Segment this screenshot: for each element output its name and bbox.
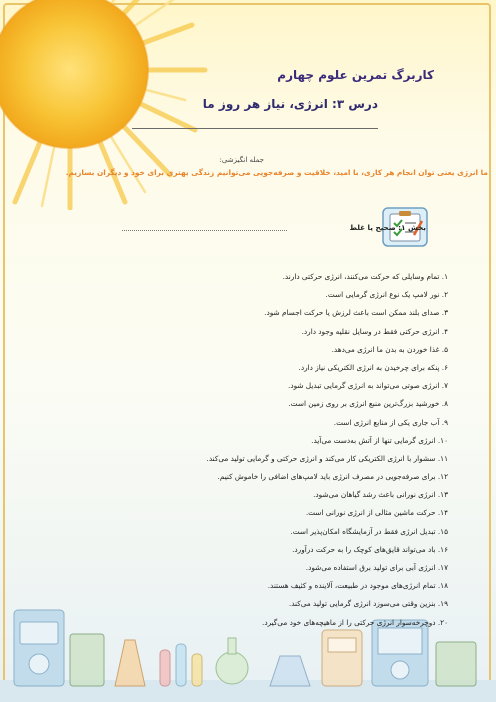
- statement-item: ۱۶. باد می‌تواند قایق‌های کوچک را به حرکت درآورد.: [292, 544, 448, 554]
- title-divider: [132, 128, 378, 129]
- statement-item: ۸. خورشید بزرگ‌ترین منبع انرژی بر روی زمین است.: [288, 399, 448, 409]
- statement-item: ۴. انرژی حرکتی فقط در وسایل نقلیه وجود دارد.: [301, 326, 448, 336]
- motivational-quote: ما انرژی یعنی توان انجام هر کاری، با امید، خلاقیت و صرفه‌جویی می‌توانیم زندگی بهتری برای خود و دیگران بسازیم.: [65, 168, 488, 177]
- statement-item: ۱۲. برای صرفه‌جویی در مصرف انرژی باید لامپ‌های اضافی را خاموش کنیم.: [217, 472, 448, 482]
- statement-item: ۱۰. انرژی گرمایی تنها از آتش به‌دست می‌آید.: [311, 435, 448, 445]
- quote-label: جمله انگیزشی:: [219, 156, 264, 164]
- statement-item: ۱. تمام وسایلی که حرکت می‌کنند، انرژی حرکتی دارند.: [282, 272, 448, 281]
- true-false-statement-list: [28, 268, 448, 632]
- statement-item: ۱۹. بنزین وقتی می‌سوزد انرژی گرمایی تولید می‌کند.: [288, 599, 448, 609]
- statement-item: ۱۱. سشوار با انرژی الکتریکی کار می‌کند و انرژی حرکتی و گرمایی تولید می‌کند.: [206, 453, 448, 463]
- statement-item: ۱۳. انرژی نورانی باعث رشد گیاهان می‌شود.: [313, 490, 448, 500]
- statement-item: ۳. صدای بلند ممکن است باعث لرزش یا حرکت اجسام شود.: [264, 308, 448, 318]
- section-title: بخش ۱: صحیح یا غلط: [349, 223, 426, 232]
- statement-item: ۵. غذا خوردن به بدن ما انرژی می‌دهد.: [331, 344, 448, 354]
- lesson-title: درس ۳: انرژی، نیاز هر روز ما: [202, 97, 378, 111]
- worksheet-title: کاربرگ تمرین علوم چهارم: [277, 68, 434, 82]
- section-underline: [122, 230, 287, 231]
- statement-item: ۱۷. انرژی آبی برای تولید برق استفاده می‌شود.: [305, 563, 448, 572]
- statement-item: ۱۸. تمام انرژی‌های موجود در طبیعت، آلاینده و کثیف هستند.: [267, 581, 448, 591]
- statement-item: ۲. نور لامپ یک نوع انرژی گرمایی است.: [325, 290, 448, 300]
- statement-item: ۹. آب جاری یکی از منابع انرژی است.: [333, 417, 448, 427]
- statement-item: ۷. انرژی صوتی می‌تواند به انرژی گرمایی تبدیل شود.: [288, 381, 448, 391]
- statement-item: ۱۵. تبدیل انرژی فقط در آزمایشگاه امکان‌پذیر است.: [290, 526, 448, 536]
- statement-item: ۱۴. حرکت ماشین مثالی از انرژی نورانی است.: [305, 508, 448, 518]
- statement-item: ۶. پنکه برای چرخیدن به انرژی الکتریکی نیاز دارد.: [298, 362, 448, 372]
- statement-item: ۲۰. دوچرخه‌سوار انرژی حرکتی را از ماهیچه‌های خود می‌گیرد.: [262, 617, 448, 627]
